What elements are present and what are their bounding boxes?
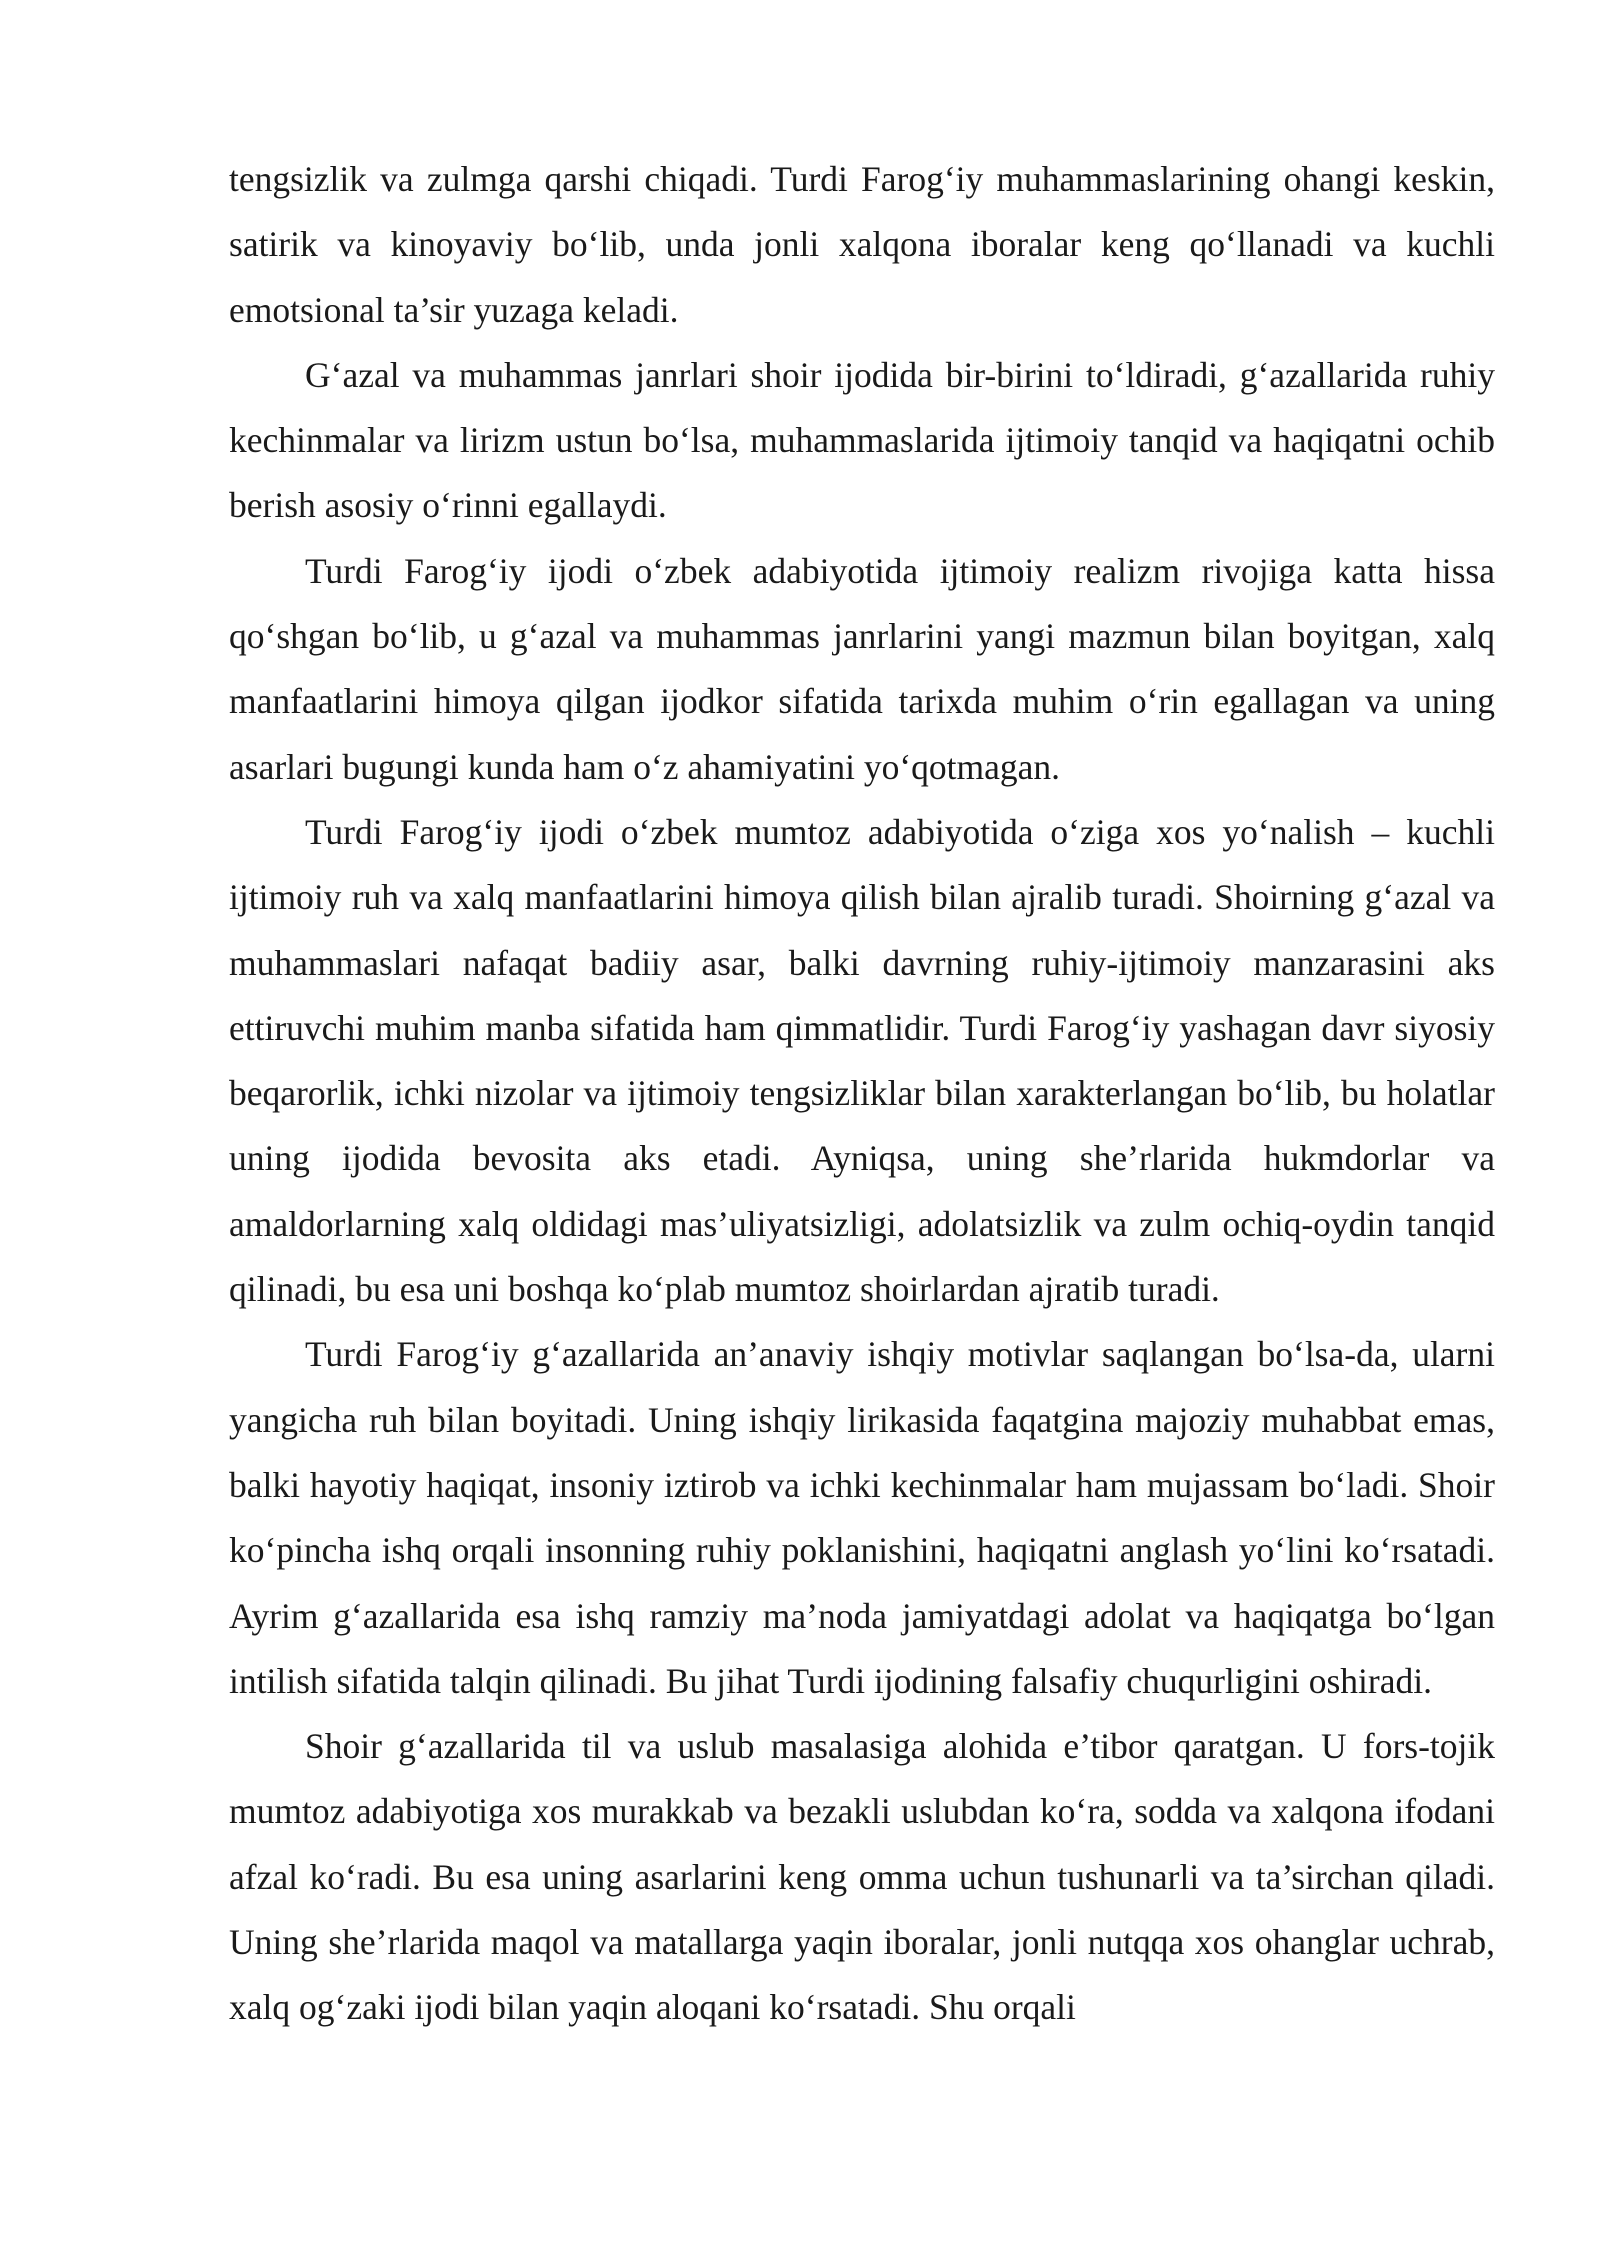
- body-text: [229, 147, 1495, 2041]
- paragraph-2: G‘azal va muhammas janrlari shoir ijodida bir-birini to‘ldiradi, g‘azallarida ruhiy kechinmalar va lirizm ustun bo‘lsa, muhammaslarida ijtimoiy tanqid va haqiqatni ochib berish asosiy o‘rinni egallaydi.: [229, 354, 1495, 526]
- paragraph-3: Turdi Farog‘iy ijodi o‘zbek adabiyotida ijtimoiy realizm rivojiga katta hissa qo‘shgan bo‘lib, u g‘azal va muhammas janrlarini yangi mazmun bilan boyitgan, xalq manfaatlarini himoya qilgan ijodkor sifatida tarixda muhim o‘rin egallagan va uning asarlari bugungi kunda ham o‘z ahamiyatini yo‘qotmagan.: [229, 550, 1495, 787]
- paragraph-1: tengsizlik va zulmga qarshi chiqadi. Turdi Farog‘iy muhammaslarining ohangi keskin, satirik va kinoyaviy bo‘lib, unda jonli xalqona iboralar keng qo‘llanadi va kuchli emotsional ta’sir yuzaga keladi.: [229, 159, 1495, 330]
- paragraph-6: Shoir g‘azallarida til va uslub masalasiga alohida e’tibor qaratgan. U fors-tojik mumtoz adabiyotiga xos murakkab va bezakli uslubdan ko‘ra, sodda va xalqona ifodani afzal ko‘radi. Bu esa uning asarlarini keng omma uchun tushunarli va ta’sirchan qiladi. Uning she’rlarida maqol va matallarga yaqin iboralar, jonli nutqqa xos ohanglar uchrab, xalq og‘zaki ijodi bilan yaqin aloqani ko‘rsatadi. Shu orqali: [229, 1726, 1495, 2028]
- paragraph-5: Turdi Farog‘iy g‘azallarida an’anaviy ishqiy motivlar saqlangan bo‘lsa-da, ularni yangicha ruh bilan boyitadi. Uning ishqiy lirikasida faqatgina majoziy muhabbat emas, balki hayotiy haqiqat, insoniy iztirob va ichki kechinmalar ham mujassam bo‘ladi. Shoir ko‘pincha ishq orqali insonning ruhiy poklanishini, haqiqatni anglash yo‘lini ko‘rsatadi. Ayrim g‘azallarida esa ishq ramziy ma’noda jamiyatdagi adolat va haqiqatga bo‘lgan intilish sifatida talqin qilinadi. Bu jihat Turdi ijodining falsafiy chuqurligini oshiradi.: [229, 1334, 1495, 1701]
- paragraph-4: Turdi Farog‘iy ijodi o‘zbek mumtoz adabiyotida o‘ziga xos yo‘nalish – kuchli ijtimoiy ruh va xalq manfaatlarini himoya qilish bilan ajralib turadi. Shoirning g‘azal va muhammaslari nafaqat badiiy asar, balki davrning ruhiy-ijtimoiy manzarasini aks ettiruvchi muhim manba sifatida ham qimmatlidir. Turdi Farog‘iy yashagan davr siyosiy beqarorlik, ichki nizolar va ijtimoiy tengsizliklar bilan xarakterlangan bo‘lib, bu holatlar uning ijodida bevosita aks etadi. Ayniqsa, uning she’rlarida hukmdorlar va amaldorlarning xalq oldidagi mas’uliyatsizligi, adolatsizlik va zulm ochiq-oydin tanqid qilinadi, bu esa uni boshqa ko‘plab mumtoz shoirlardan ajratib turadi.: [229, 811, 1495, 1310]
